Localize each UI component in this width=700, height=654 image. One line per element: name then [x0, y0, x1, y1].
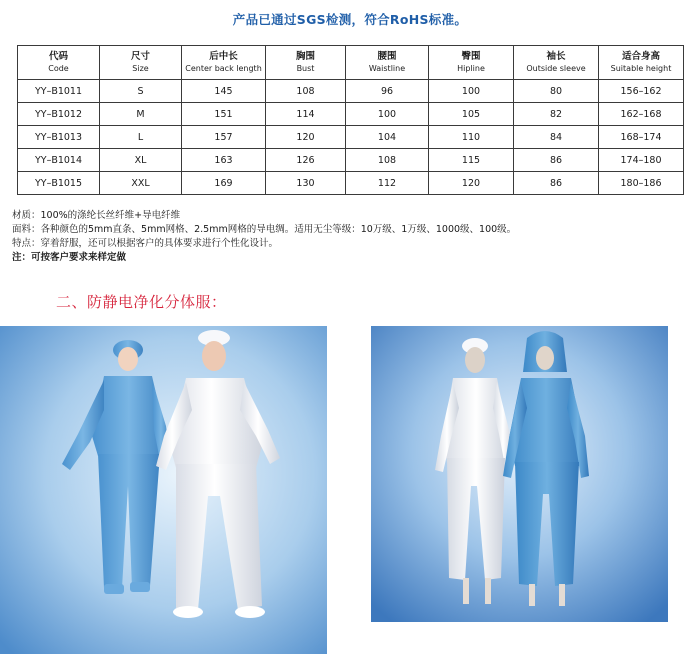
cell-code: YY–B1011 [18, 80, 100, 103]
column-header-back-length: 后中长 Center back length [182, 46, 266, 80]
cell-size: M [100, 103, 182, 126]
product-photo-mannequins-pair-2 [371, 326, 668, 622]
cell-back-length: 169 [182, 172, 266, 195]
cell-back-length: 145 [182, 80, 266, 103]
table-row [18, 149, 684, 172]
column-header-height: 适合身高 Suitable height [599, 46, 684, 80]
cell-hipline: 100 [429, 80, 514, 103]
section-title: 二、防静电净化分体服： [56, 293, 227, 311]
product-photo-models-pair-1 [0, 326, 327, 654]
cell-size: XXL [100, 172, 182, 195]
cell-hipline: 110 [429, 126, 514, 149]
cell-sleeve: 80 [514, 80, 599, 103]
cell-size: S [100, 80, 182, 103]
cell-sleeve: 82 [514, 103, 599, 126]
cell-code: YY–B1014 [18, 149, 100, 172]
column-header-sleeve: 袖长 Outside sleeve [514, 46, 599, 80]
cell-waistline: 100 [346, 103, 429, 126]
cell-height: 156–162 [599, 80, 684, 103]
cell-bust: 108 [266, 80, 346, 103]
column-header-size: 尺寸 Size [100, 46, 182, 80]
column-header-hipline: 臀围 Hipline [429, 46, 514, 80]
cell-waistline: 108 [346, 149, 429, 172]
cell-size: XL [100, 149, 182, 172]
cell-height: 168–174 [599, 126, 684, 149]
cell-height: 162–168 [599, 103, 684, 126]
cell-sleeve: 84 [514, 126, 599, 149]
cell-waistline: 112 [346, 172, 429, 195]
fabric-note: 面料：各种颜色的5mm直条、5mm网格、2.5mm网格的导电绸。适用无尘等级：10万级、1万级、1000级、100级。 [12, 224, 517, 235]
cell-size: L [100, 126, 182, 149]
cell-code: YY–B1013 [18, 126, 100, 149]
size-table [17, 45, 684, 195]
cell-hipline: 120 [429, 172, 514, 195]
table-row [18, 80, 684, 103]
cell-back-length: 151 [182, 103, 266, 126]
cell-height: 174–180 [599, 149, 684, 172]
cell-code: YY–B1012 [18, 103, 100, 126]
cell-bust: 120 [266, 126, 346, 149]
features-note: 特点：穿着舒服，还可以根据客户的具体要求进行个性化设计。 [12, 238, 279, 249]
cell-code: YY–B1015 [18, 172, 100, 195]
table-row [18, 103, 684, 126]
column-header-code: 代码 Code [18, 46, 100, 80]
cell-waistline: 96 [346, 80, 429, 103]
cell-sleeve: 86 [514, 149, 599, 172]
table-row [18, 126, 684, 149]
material-note: 材质：100%的涤纶长丝纤维+导电纤维 [12, 210, 181, 221]
table-header-row [18, 46, 684, 80]
cell-bust: 130 [266, 172, 346, 195]
cell-bust: 126 [266, 149, 346, 172]
cell-back-length: 157 [182, 126, 266, 149]
cell-hipline: 105 [429, 103, 514, 126]
column-header-waistline: 腰围 Waistline [346, 46, 429, 80]
cell-bust: 114 [266, 103, 346, 126]
cell-height: 180–186 [599, 172, 684, 195]
column-header-bust: 胸围 Bust [266, 46, 346, 80]
custom-order-note: 注：可按客户要求来样定做 [12, 252, 127, 263]
cell-hipline: 115 [429, 149, 514, 172]
table-row [18, 172, 684, 195]
cell-sleeve: 86 [514, 172, 599, 195]
cell-waistline: 104 [346, 126, 429, 149]
cell-back-length: 163 [182, 149, 266, 172]
certification-note: 产品已通过SGS检测，符合RoHS标准。 [232, 12, 468, 27]
product-notes [12, 209, 516, 265]
